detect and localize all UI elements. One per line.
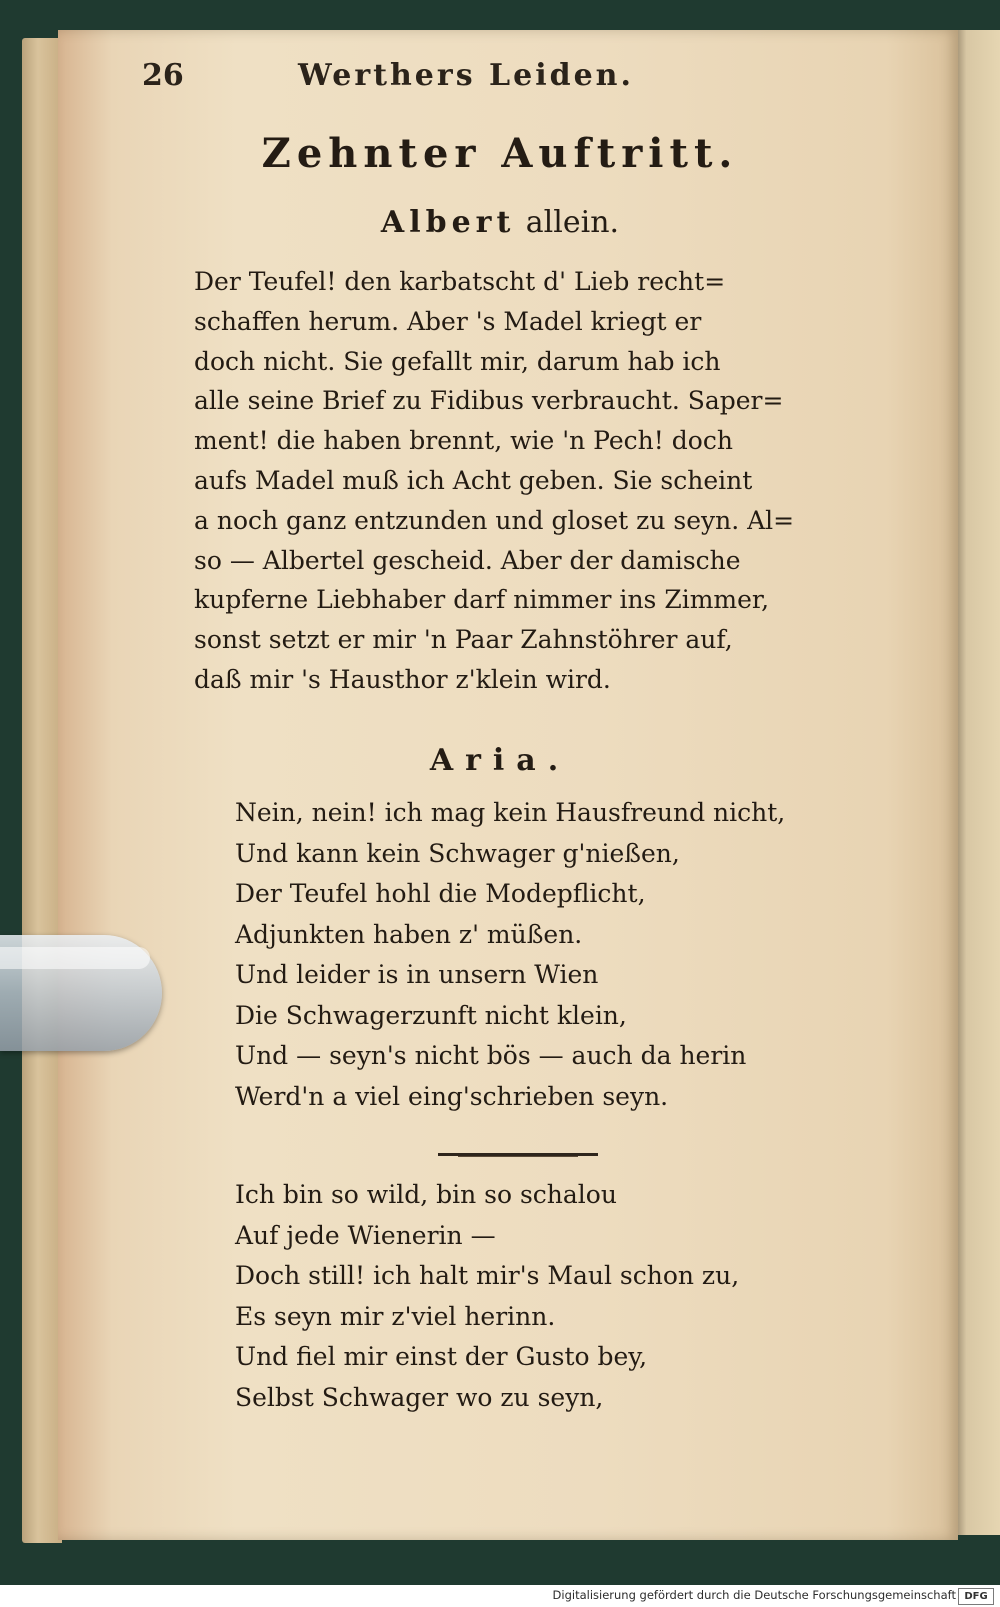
prose-line: Der Teufel! den karbatscht d' Lieb recht=	[194, 267, 726, 296]
prose-line: ment! die haben brennt, wie 'n Pech! doch	[194, 426, 733, 456]
verse-line: Es seyn mir z'viel herinn.	[235, 1301, 556, 1331]
verse-line: Adjunkten haben z' müßen.	[235, 919, 583, 949]
glass-page-weight	[0, 935, 162, 1051]
prose-line: doch nicht. Sie gefallt mir, darum hab ich	[194, 346, 721, 376]
footer-bar	[0, 1585, 1000, 1607]
verse-line: Selbst Schwager wo zu seyn,	[235, 1382, 604, 1412]
verse-stanza-2	[235, 1175, 739, 1418]
character-line	[0, 205, 1000, 240]
aria-title: Aria.	[429, 743, 571, 778]
prose-line: daß mir 's Hausthor z'klein wird.	[194, 664, 611, 694]
book-edge-right	[952, 30, 1000, 1535]
character-name: Albert	[380, 205, 516, 240]
verse-stanza-1	[235, 793, 785, 1117]
verse-line: Und fiel mir einst der Gusto bey,	[235, 1342, 648, 1371]
prose-line: alle seine Brief zu Fidibus verbraucht. Saper=	[194, 386, 784, 416]
page-header	[142, 58, 702, 98]
verse-line: Und kann kein Schwager g'nießen,	[235, 838, 680, 868]
verse-line: Auf jede Wienerin —	[235, 1220, 496, 1250]
prose-line: sonst setzt er mir 'n Paar Zahnstöhrer auf,	[194, 625, 733, 655]
stage-direction: allein.	[525, 205, 620, 240]
verse-line: Die Schwagerzunft nicht klein,	[235, 1000, 627, 1030]
book-edge-left	[22, 38, 62, 1543]
prose-line: so — Albertel gescheid. Aber der damische	[194, 545, 741, 575]
prose-line: schaffen herum. Aber 's Madel kriegt er	[194, 306, 702, 336]
verse-line: Der Teufel hohl die Modepflicht,	[235, 879, 646, 908]
dfg-logo: DFG	[958, 1588, 994, 1605]
scene-title: Zehnter Auftritt.	[261, 130, 739, 177]
verse-line: Und — seyn's nicht bös — auch da herin	[235, 1041, 747, 1070]
prose-line: aufs Madel muß ich Acht geben. Sie scheint	[194, 465, 753, 495]
verse-line: Und leider is in unsern Wien	[235, 960, 599, 989]
verse-line: Doch still! ich halt mir's Maul schon zu,	[235, 1261, 740, 1290]
verse-line: Nein, nein! ich mag kein Hausfreund nicht,	[235, 798, 786, 827]
footer-credit: Digitalisierung gefördert durch die Deutsche Forschungsgemeinschaft	[552, 1588, 956, 1602]
prose-line: a noch ganz entzunden und gloset zu seyn. Al=	[194, 505, 795, 535]
running-head: Werthers Leiden.	[298, 58, 634, 93]
verse-line: Ich bin so wild, bin so schalou	[235, 1180, 617, 1209]
page-number: 26	[142, 58, 184, 93]
prose-line: kupferne Liebhaber darf nimmer ins Zimmer,	[194, 585, 770, 615]
section-divider	[438, 1153, 598, 1156]
prose-block	[194, 262, 844, 700]
verse-line: Werd'n a viel eing'schrieben seyn.	[235, 1081, 669, 1111]
